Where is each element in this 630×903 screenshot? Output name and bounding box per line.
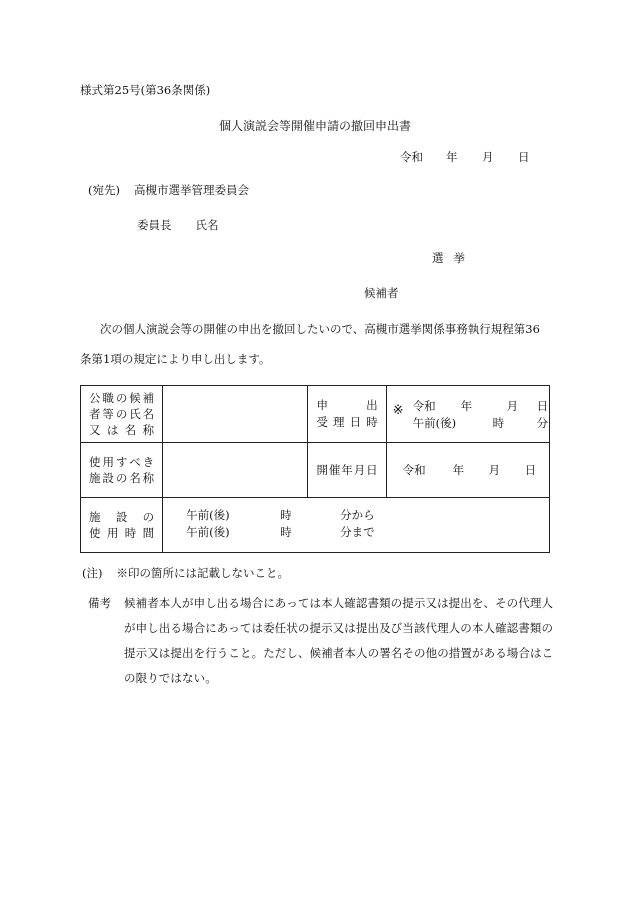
- election-label: 選挙: [432, 251, 475, 265]
- note: [82, 565, 289, 581]
- label-line: 又は名称: [89, 423, 155, 437]
- receipt-month: 月: [506, 399, 519, 413]
- committee-name: 高槻市選挙管理委員会: [133, 183, 249, 197]
- label-line: 申出: [316, 398, 378, 412]
- usage-time-field[interactable]: [163, 498, 550, 553]
- body-line-2: 条第1項の規定により申し出します。: [80, 352, 271, 366]
- table-row: [81, 498, 550, 553]
- label-line: 施設の: [89, 510, 155, 524]
- candidate-name-label: [81, 386, 163, 443]
- body-line-1: 次の個人演説会等の開催の申出を撤回したいので、高槻市選挙関係事務執行規程第36: [100, 322, 540, 336]
- label-line: 使用すべき: [89, 455, 155, 469]
- date-era: 令和: [400, 150, 423, 164]
- remarks-label: 備考: [88, 596, 111, 610]
- document-title: 個人演説会等開催申請の撤回申出書: [218, 119, 411, 133]
- receipt-datetime-field: [386, 386, 549, 443]
- chair-title: 委員長: [137, 218, 172, 232]
- table-row: [81, 443, 550, 498]
- remarks-text: 候補者本人が申し出る場合にあっては本人確認書類の提示又は提出を、その代理人が申し出る場合にあっては委任状の提示又は提出及び当該代理人の本人確認書類の提示又は提出を行うこと。ただし、候補者本人の署名その他の措置がある場合はこの限りではない。: [124, 596, 554, 685]
- note-text: ※印の箇所には記載しないこと。: [116, 566, 289, 580]
- label-line: 開催年月日: [316, 462, 378, 477]
- label-line: 受理日時: [316, 415, 378, 429]
- label-line: 者等の氏名: [89, 407, 155, 421]
- from-hour: 時: [280, 508, 292, 522]
- receipt-ampm: 午前(後): [412, 416, 457, 430]
- date-month: 月: [482, 150, 494, 164]
- chair-line: [137, 217, 219, 233]
- addressee-label: (宛先): [88, 183, 120, 197]
- event-day: 日: [524, 463, 537, 477]
- candidate-label: 候補者: [364, 286, 399, 300]
- table-row: [81, 386, 550, 443]
- to-hour: 時: [280, 525, 292, 539]
- receipt-minute: 分: [536, 416, 549, 430]
- label-line: 使用時間: [89, 526, 155, 540]
- date-year: 年: [446, 150, 458, 164]
- event-date-field[interactable]: [386, 443, 549, 498]
- to-ampm: 午前(後): [186, 525, 230, 539]
- candidate-name-field[interactable]: [163, 386, 308, 443]
- usage-time-label: [81, 498, 163, 553]
- chair-name-label: 氏名: [195, 218, 219, 232]
- event-year: 年: [452, 463, 465, 477]
- facility-name-field[interactable]: [163, 443, 308, 498]
- application-table: [80, 385, 550, 553]
- facility-name-label: [81, 443, 163, 498]
- event-month: 月: [488, 463, 501, 477]
- label-line: 公職の候補: [89, 391, 155, 405]
- receipt-hour: 時: [492, 416, 505, 430]
- office-use-mark: ※: [392, 403, 404, 418]
- event-date-label: [308, 443, 386, 498]
- remarks: [88, 591, 558, 691]
- to-minute: 分まで: [340, 525, 375, 539]
- label-line: 施設の名称: [89, 471, 155, 485]
- date-day: 日: [518, 150, 530, 164]
- addressee: [88, 182, 249, 198]
- event-era: 令和: [402, 463, 426, 477]
- receipt-day: 日: [536, 399, 549, 413]
- note-label: (注): [82, 566, 103, 580]
- receipt-year: 年: [460, 399, 473, 413]
- from-ampm: 午前(後): [186, 508, 230, 522]
- receipt-era: 令和: [412, 399, 436, 413]
- from-minute: 分から: [340, 508, 375, 522]
- form-number: 様式第25号(第36条関係): [80, 83, 211, 97]
- receipt-datetime-label: [308, 386, 386, 443]
